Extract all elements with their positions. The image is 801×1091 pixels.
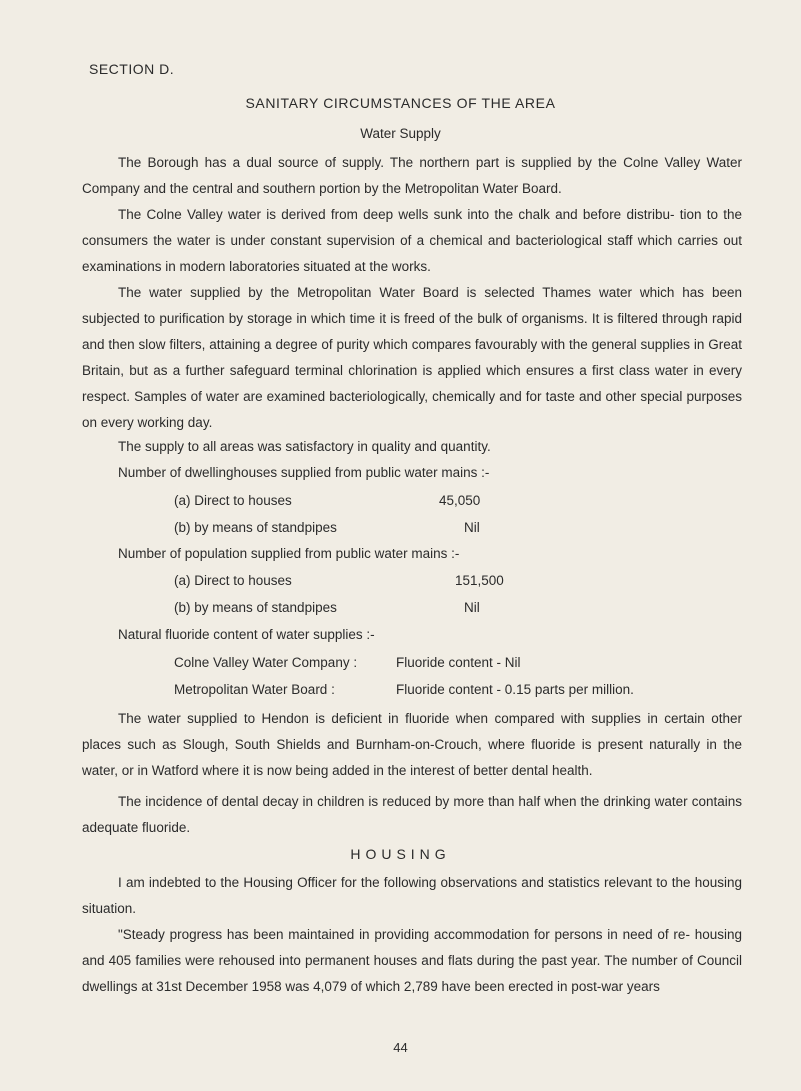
paragraph-2 [82,202,742,280]
paragraph-8 [82,706,742,784]
paragraph-3-text: The water supplied by the Metropolitan Water Board is selected Thames water which has been subjected to purification by storage in which time it is freed of the bulk of organisms. It is filtered through rapid and then slow filters, attaining a degree of purity which compares favourably with the general supplies in Great Britain, but as a further safeguard terminal chlorination is applied which ensures a first class water in every respect. Samples of water are examined bacteriologically, chemically and for taste and other special purposes on every working day. [82,285,742,430]
paragraph-3 [82,280,742,436]
paragraph-9-text: The incidence of dental decay in children is reduced by more than half when the drinking water contains adequate fluoride. [82,794,742,835]
dwellings-b-label: (b) by means of standpipes [174,520,337,535]
fluoride-source-1: Colne Valley Water Company : [174,655,358,670]
paragraph-9 [82,789,742,841]
paragraph-5: Number of dwellinghouses supplied from public water mains :- [118,465,490,480]
paragraph-4: The supply to all areas was satisfactory in quality and quantity. [118,439,491,454]
population-b-label: (b) by means of standpipes [174,600,337,615]
paragraph-11-text: "Steady progress has been maintained in providing accommodation for persons in need of re- housing and 405 families were rehoused into permanent houses and flats during the past year. The number of Council dwellings at 31st December 1958 was 4,079 of which 2,789 have been erected in post-war years [82,927,742,994]
section-label: SECTION D. [89,61,175,77]
page-number: 44 [393,1040,408,1055]
paragraph-7: Natural fluoride content of water supplies :- [118,627,375,642]
housing-heading: HOUSING [350,846,451,862]
population-b-value: Nil [464,600,480,615]
dwellings-a-value: 45,050 [439,493,481,508]
paragraph-2-text: The Colne Valley water is derived from deep wells sunk into the chalk and before distribu- tion to the consumers the water is under constant supervision of a chemical and bacteriological staff which carries out examinations in modern laboratories situated at the works. [82,207,742,274]
paragraph-1 [82,150,742,202]
page-title: SANITARY CIRCUMSTANCES OF THE AREA [245,95,556,111]
dwellings-a-label: (a) Direct to houses [174,493,292,508]
paragraph-11 [82,922,742,1000]
dwellings-b-value: Nil [464,520,480,535]
paragraph-6: Number of population supplied from public water mains :- [118,546,460,561]
fluoride-source-2: Metropolitan Water Board : [174,682,335,697]
fluoride-content-2: Fluoride content - 0.15 parts per million. [396,682,634,697]
population-a-value: 151,500 [455,573,504,588]
paragraph-10-text: I am indebted to the Housing Officer for the following observations and statistics relevant to the housing situation. [82,875,742,916]
paragraph-8-text: The water supplied to Hendon is deficient in fluoride when compared with supplies in certain other places such as Slough, South Shields and Burnham-on-Crouch, where fluoride is present naturally in the water, or in Watford where it is now being added in the interest of better dental health. [82,711,742,778]
fluoride-content-1: Fluoride content - Nil [396,655,521,670]
paragraph-10 [82,870,742,922]
paragraph-1-text: The Borough has a dual source of supply. The northern part is supplied by the Colne Valley Water Company and the central and southern portion by the Metropolitan Water Board. [82,155,742,196]
population-a-label: (a) Direct to houses [174,573,292,588]
subtitle: Water Supply [360,126,441,141]
